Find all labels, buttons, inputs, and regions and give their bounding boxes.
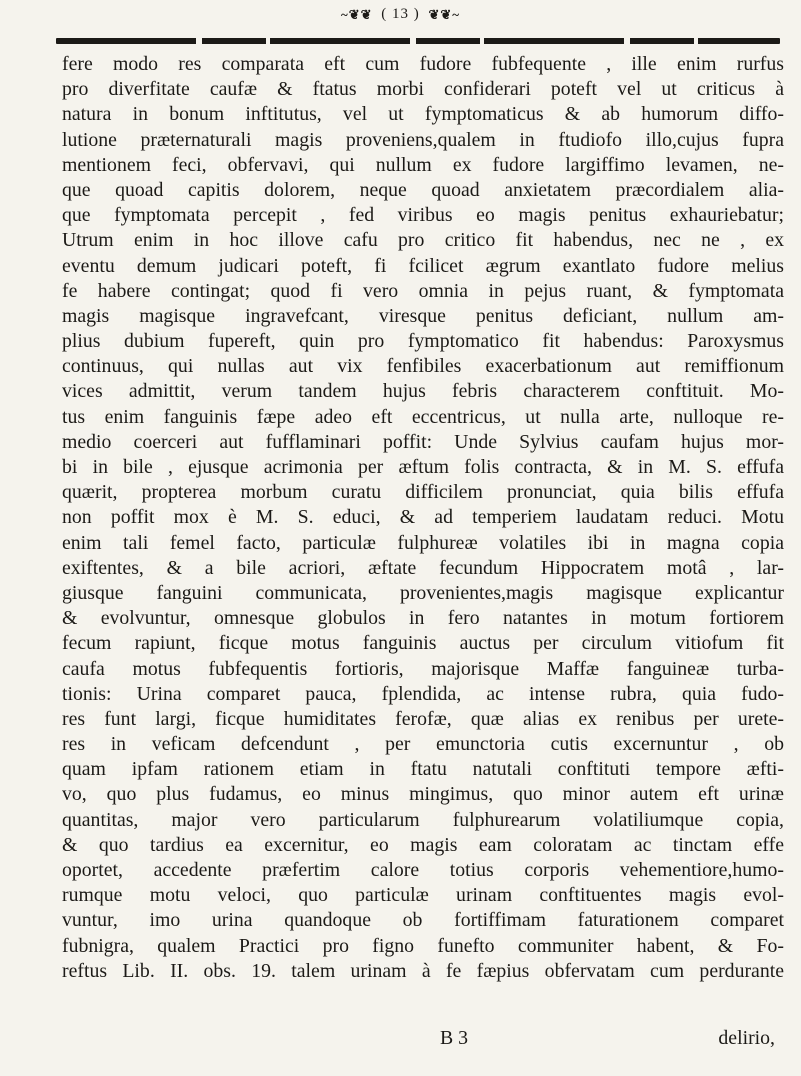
- text-line: que fymptomata percepit , fed viribus eo magis penitus exhauriebatur;: [62, 204, 784, 227]
- text-line: tionis: Urina comparet pauca, fplendida, ac intense rubra, quia fudo-: [62, 682, 784, 705]
- text-line: & evolvuntur, omnesque globulos in fero natantes in motum fortiorem: [62, 607, 784, 630]
- page-footer: [0, 1027, 801, 1053]
- text-line: enim tali femel facto, particulæ fulphureæ volatiles ibi in magna copia: [62, 531, 784, 554]
- left-ornament: ~❦❦: [340, 6, 373, 22]
- text-line: tus enim fanguinis fæpe adeo eft eccentricus, ut nulla arte, nulloque re-: [62, 405, 784, 428]
- text-line: pro diverfitate caufæ & ftatus morbi confiderari poteft vel ut criticus à: [62, 78, 784, 101]
- text-line: magis magisque ingravefcant, viresque penitus deficiant, nullum am-: [62, 304, 784, 327]
- page-number: ( 13 ): [381, 6, 420, 23]
- header-rule: [56, 38, 780, 44]
- right-ornament: ❦❦~: [428, 6, 461, 22]
- text-line: vuntur, imo urina quandoque ob fortiffimam faturationem comparet: [62, 909, 784, 932]
- text-line: bi in bile , ejusque acrimonia per æftum folis contracta, & in M. S. effufa: [62, 456, 784, 478]
- text-line: quantitas, major vero particularum fulphurearum volatiliumque copia,: [62, 808, 784, 831]
- text-line: fecum rapiunt, ficque motus fanguinis auctus per circulum vitiofum fit: [62, 632, 784, 655]
- text-line: natura in bonum inftitutus, vel ut fymptomaticus & ab humorum diffo-: [62, 103, 784, 126]
- text-line: reftus Lib. II. obs. 19. talem urinam à fe fæpius obfervatam cum perdurante: [62, 959, 784, 982]
- text-line: mentionem feci, obfervavi, qui nullum ex fudore largiffimo levamen, ne-: [62, 153, 784, 176]
- text-line: res funt largi, ficque humiditates ferofæ, quæ alias ex renibus per urete-: [62, 707, 784, 730]
- text-line: eventu demum judicari poteft, fi fcilicet ægrum exantlato fudore melius: [62, 254, 784, 277]
- text-line: rumque motu veloci, quo particulæ urinam conftituentes magis evol-: [62, 884, 784, 907]
- text-line: non poffit mox è M. S. educi, & ad temperiem laudatam reduci. Motu: [62, 506, 784, 529]
- text-line: continuus, qui nullas aut vix fenfibiles exacerbationum aut remiffionum: [62, 355, 784, 378]
- body-text: [62, 52, 784, 984]
- text-line: oportet, accedente præfertim calore totius corporis vehementiore,humo-: [62, 859, 784, 881]
- text-line: quærit, propterea morbum curatu difficilem pronunciat, quia bilis effufa: [62, 481, 784, 504]
- text-line: medio coerceri aut fufflaminari poffit: Unde Sylvius caufam hujus mor-: [62, 430, 784, 453]
- text-line: caufa motus fubfequentis fortioris, majorisque Maffæ fanguineæ turba-: [62, 657, 784, 680]
- text-line: lutione præternaturali magis proveniens,qualem in ftudiofo illo,cujus fupra: [62, 128, 784, 151]
- signature-mark: B 3: [440, 1027, 469, 1049]
- text-line: giusque fanguini communicata, provenientes,magis magisque explicantur: [62, 581, 784, 604]
- text-line: quam ipfam rationem etiam in ftatu natutali conftituti tempore æfti-: [62, 758, 784, 781]
- text-line: vo, quo plus fudamus, eo minus mingimus, quo minor autem eft urinæ: [62, 783, 784, 806]
- text-line: res in veficam defcendunt , per emunctoria cutis excernuntur , ob: [62, 733, 784, 756]
- text-line: vices admittit, verum tandem hujus febris characterem conftituit. Mo-: [62, 380, 784, 403]
- running-head: [0, 6, 801, 23]
- text-line: & quo tardius ea excernitur, eo magis eam coloratam ac tinctam effe: [62, 833, 784, 856]
- catchword: delirio,: [718, 1027, 775, 1049]
- text-line: fere modo res comparata eft cum fudore fubfequente , ille enim rurfus: [62, 53, 784, 75]
- text-line: plius dubium fupereft, quin pro fymptomatico fit habendus: Paroxysmus: [62, 330, 784, 353]
- text-line: Utrum enim in hoc illove cafu pro critico fit habendus, nec ne , ex: [62, 229, 784, 252]
- text-line: fe habere contingat; quod fi vero omnia in pejus ruant, & fymptomata: [62, 279, 784, 302]
- text-line: exiftentes, & a bile acriori, æftate fecundum Hippocratem motâ , lar-: [62, 556, 784, 579]
- text-line: que quoad capitis dolorem, neque quoad anxietatem præcordialem alia-: [62, 178, 784, 201]
- text-line: fubnigra, qualem Practici pro figno funefto communiter habent, & Fo-: [62, 934, 784, 957]
